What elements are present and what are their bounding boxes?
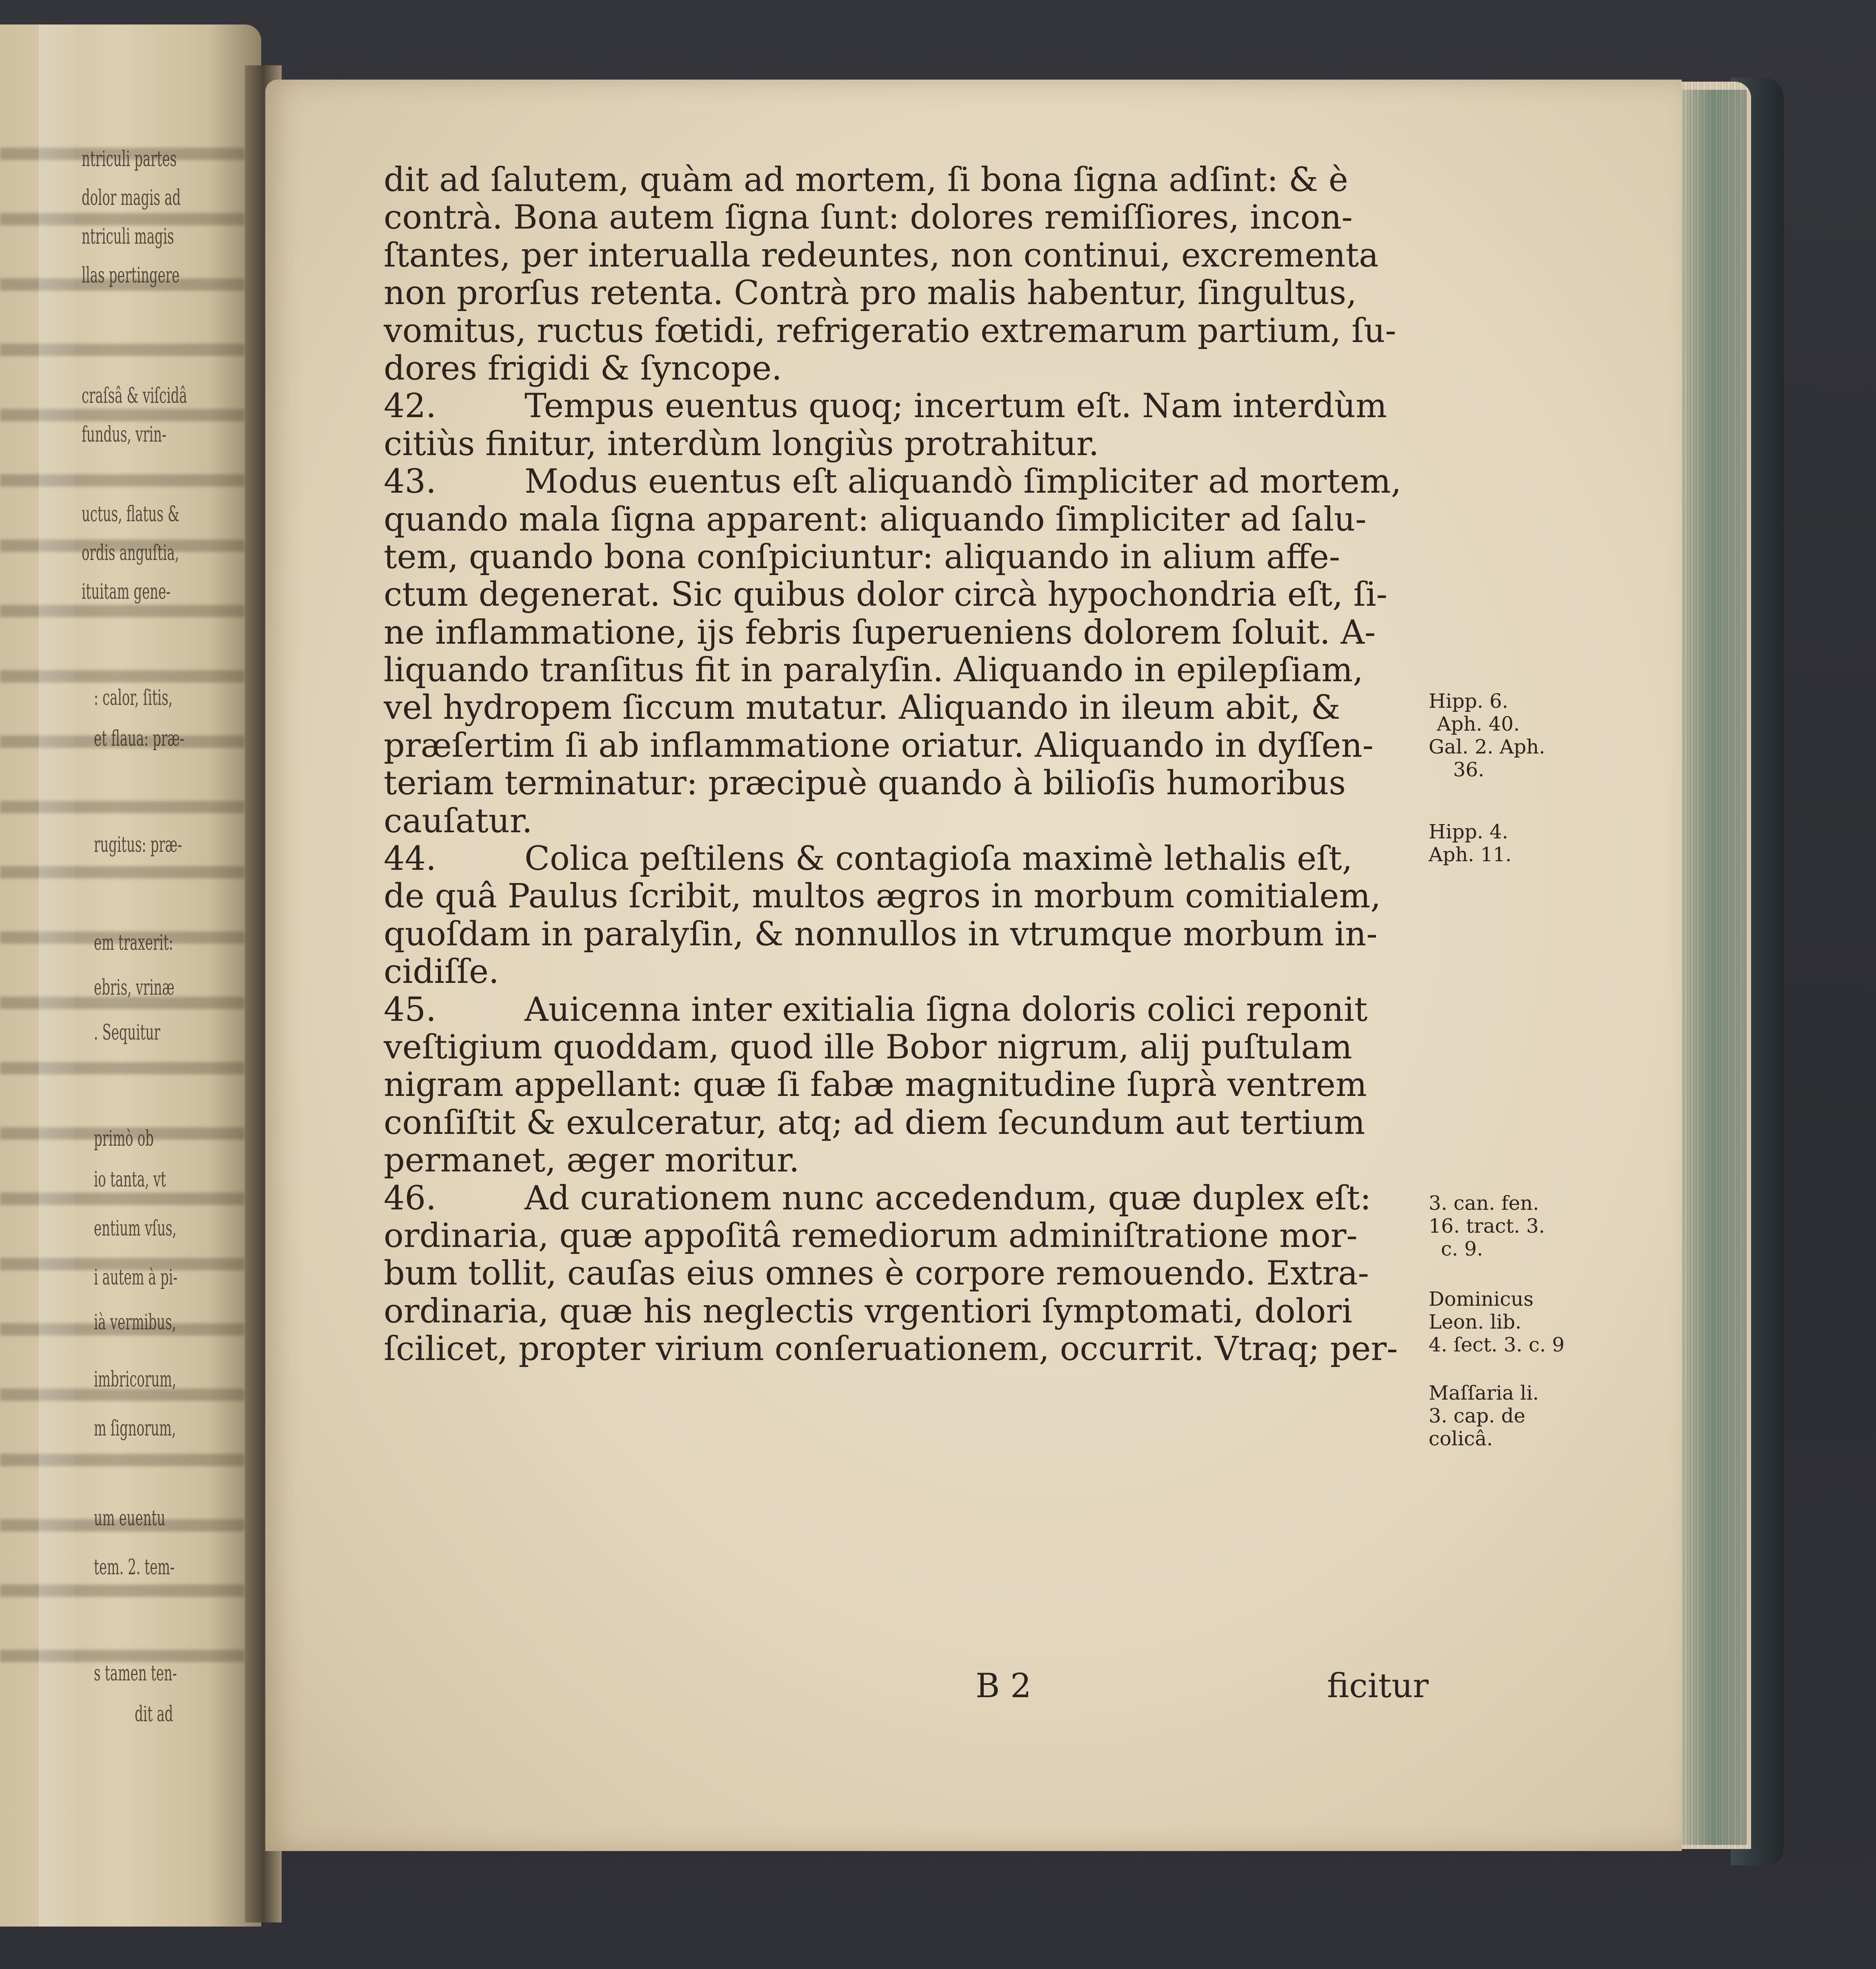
- left-fragment: llas pertingere: [82, 263, 180, 288]
- left-fragment: em traxerit:: [94, 931, 173, 955]
- left-fragment: et flaua: præ-: [94, 727, 184, 751]
- margin-note-line: c. 9.: [1441, 1238, 1483, 1260]
- text-line: ordinaria, quæ appoſitâ remediorum adminiſtratione mor-: [384, 1216, 1358, 1255]
- left-fragment: primò ob: [94, 1127, 154, 1151]
- margin-note-line: colicâ.: [1429, 1427, 1493, 1450]
- left-fragment: ordis anguſtia,: [82, 541, 179, 565]
- left-fragment: i autem à pi-: [94, 1265, 178, 1290]
- text-line: bum tollit, cauſas eius omnes è corpore remouendo. Extra-: [384, 1254, 1369, 1293]
- margin-note-line: Maſſaria li.: [1429, 1382, 1539, 1405]
- margin-note-line: 3. can. fen.: [1429, 1192, 1539, 1215]
- left-fragment: . Sequitur: [94, 1020, 160, 1045]
- text-line: ne inflammatione, ijs febris ſuperueniens dolorem ſoluit. A-: [384, 613, 1376, 652]
- text-line: Modus euentus eſt aliquandò ſimpliciter ad mortem,: [525, 462, 1402, 501]
- left-page-bleed-through: [0, 122, 245, 1714]
- margin-note-dominicus: [1429, 1288, 1576, 1356]
- text-line: cauſatur.: [384, 802, 533, 840]
- left-fragment: : calor, ſitis,: [94, 686, 173, 710]
- left-fragment: um euentu: [94, 1506, 165, 1531]
- text-line: Auicenna inter exitialia ſigna doloris colici reponit: [525, 990, 1368, 1029]
- signature-mark: B 2: [976, 1667, 1031, 1705]
- left-fragment: ntriculi partes: [82, 147, 177, 171]
- paragraph-number: 46.: [384, 1179, 436, 1218]
- paragraph-42-first-line: [384, 387, 1429, 425]
- paragraph-46-first-line: [384, 1180, 1429, 1217]
- page-edges-tint: [1678, 90, 1747, 1845]
- text-line: nigram appellant: quæ ſi fabæ magnitudine ſuprà ventrem: [384, 1066, 1367, 1105]
- paragraph-44-first-line: [384, 840, 1429, 878]
- text-line: vomitus, ructus fœtidi, refrigeratio extremarum partium, ſu-: [384, 311, 1396, 350]
- left-fragment: dolor magis ad: [82, 186, 181, 210]
- left-fragment: craſsâ & viſcidâ: [82, 384, 187, 408]
- text-line: permanet, æger moritur.: [384, 1141, 800, 1180]
- text-line: tem, quando bona conſpiciuntur: aliquando in alium affe-: [384, 538, 1340, 576]
- left-fragment: io tanta, vt: [94, 1167, 166, 1192]
- margin-note-hipp-4: [1429, 820, 1576, 866]
- text-line: teriam terminatur: præcipuè quando à bilioſis humoribus: [384, 764, 1346, 803]
- margin-note-line: Hipp. 4.: [1429, 820, 1508, 843]
- margin-note-hipp-6: [1429, 690, 1576, 781]
- margin-note-line: 16. tract. 3.: [1429, 1215, 1545, 1238]
- text-line: Tempus euentus quoq; incertum eſt. Nam interdùm: [525, 387, 1387, 426]
- margin-note-line: Aph. 40.: [1437, 713, 1520, 736]
- margin-note-line: Hipp. 6.: [1429, 690, 1508, 713]
- margin-note-line: Leon. lib.: [1429, 1311, 1522, 1333]
- text-line: quoſdam in paralyſin, & nonnullos in vtrumque morbum in-: [384, 915, 1378, 953]
- left-fragment: m ſignorum,: [94, 1416, 176, 1441]
- left-fragment: ià vermibus,: [94, 1310, 176, 1335]
- left-fragment: dit ad: [135, 1702, 173, 1727]
- text-line: non prorſus retenta. Contrà pro malis habentur, ſingultus,: [384, 274, 1357, 313]
- paragraph-43-first-line: [384, 463, 1429, 500]
- text-line: citiùs finitur, interdùm longiùs protrahitur.: [384, 424, 1099, 463]
- text-line: vel hydropem ſiccum mutatur. Aliquando in ileum abit, &: [384, 689, 1340, 727]
- left-fragment: imbricorum,: [94, 1367, 176, 1392]
- text-line: conſiſtit & exulceratur, atq; ad diem ſecundum aut tertium: [384, 1103, 1365, 1142]
- text-line: ſtantes, per interualla redeuntes, non continui, excrementa: [384, 236, 1379, 275]
- page-clip-strip: [39, 24, 76, 1927]
- text-line: cidiſſe.: [384, 953, 499, 991]
- text-line: de quâ Paulus ſcribit, multos ægros in morbum comitialem,: [384, 877, 1381, 916]
- margin-note-line: 4. ſect. 3. c. 9: [1429, 1333, 1565, 1356]
- margin-note-massaria: [1429, 1382, 1576, 1450]
- text-line: contrà. Bona autem ſigna ſunt: dolores remiſſiores, incon-: [384, 198, 1353, 237]
- left-fragment: rugitus: præ-: [94, 833, 182, 857]
- page-text: [384, 161, 1429, 1368]
- left-fragment: ituitam gene-: [82, 580, 171, 604]
- text-line: ſcilicet, propter virium conſeruationem, occurrit. Vtraq; per-: [384, 1330, 1398, 1369]
- text-line: præſertim ſi ab inflammatione oriatur. Aliquando in dyſſen-: [384, 726, 1374, 765]
- left-fragment: tem. 2. tem-: [94, 1555, 175, 1580]
- left-fragment: s tamen ten-: [94, 1661, 177, 1686]
- text-line: ordinaria, quæ his neglectis vrgentiori ſymptomati, dolori: [384, 1292, 1353, 1331]
- margin-note-line: Aph. 11.: [1429, 843, 1512, 866]
- text-line: liquando tranſitus fit in paralyſin. Aliquando in epilepſiam,: [384, 651, 1363, 690]
- text-line: dores frigidi & ſyncope.: [384, 349, 782, 388]
- left-fragment: ntriculi magis: [82, 224, 174, 249]
- text-line: dit ad ſalutem, quàm ad mortem, ſi bona ſigna adſint: & è: [384, 161, 1348, 199]
- text-line: quando mala ſigna apparent: aliquando ſimpliciter ad ſalu-: [384, 500, 1367, 539]
- margin-note-avicenna: [1429, 1192, 1576, 1260]
- paragraph-45-first-line: [384, 991, 1429, 1029]
- margin-note-line: 3. cap. de: [1429, 1405, 1525, 1427]
- text-line: Colica peſtilens & contagioſa maximè lethalis eſt,: [525, 840, 1353, 878]
- paragraph-number: 42.: [384, 387, 436, 426]
- left-fragment: fundus, vrin-: [82, 422, 167, 447]
- margin-note-line: Dominicus: [1429, 1288, 1534, 1311]
- left-fragment: uctus, flatus &: [82, 502, 180, 527]
- margin-note-line: Gal. 2. Aph.: [1429, 736, 1545, 758]
- left-page: [0, 24, 261, 1927]
- left-fragment: entium vſus,: [94, 1216, 177, 1241]
- margin-note-line: 36.: [1453, 758, 1485, 781]
- paragraph-number: 43.: [384, 462, 436, 501]
- paragraph-number: 45.: [384, 990, 436, 1029]
- text-line: Ad curationem nunc accedendum, quæ duplex eſt:: [525, 1179, 1371, 1218]
- paragraph-number: 44.: [384, 840, 436, 878]
- text-line: veſtigium quoddam, quod ille Bobor nigrum, alij puſtulam: [384, 1028, 1352, 1067]
- text-line: ctum degenerat. Sic quibus dolor circà hypochondria eſt, ſi-: [384, 576, 1388, 614]
- left-fragment: ebris, vrinæ: [94, 976, 175, 1000]
- catchword: ficitur: [1327, 1667, 1429, 1705]
